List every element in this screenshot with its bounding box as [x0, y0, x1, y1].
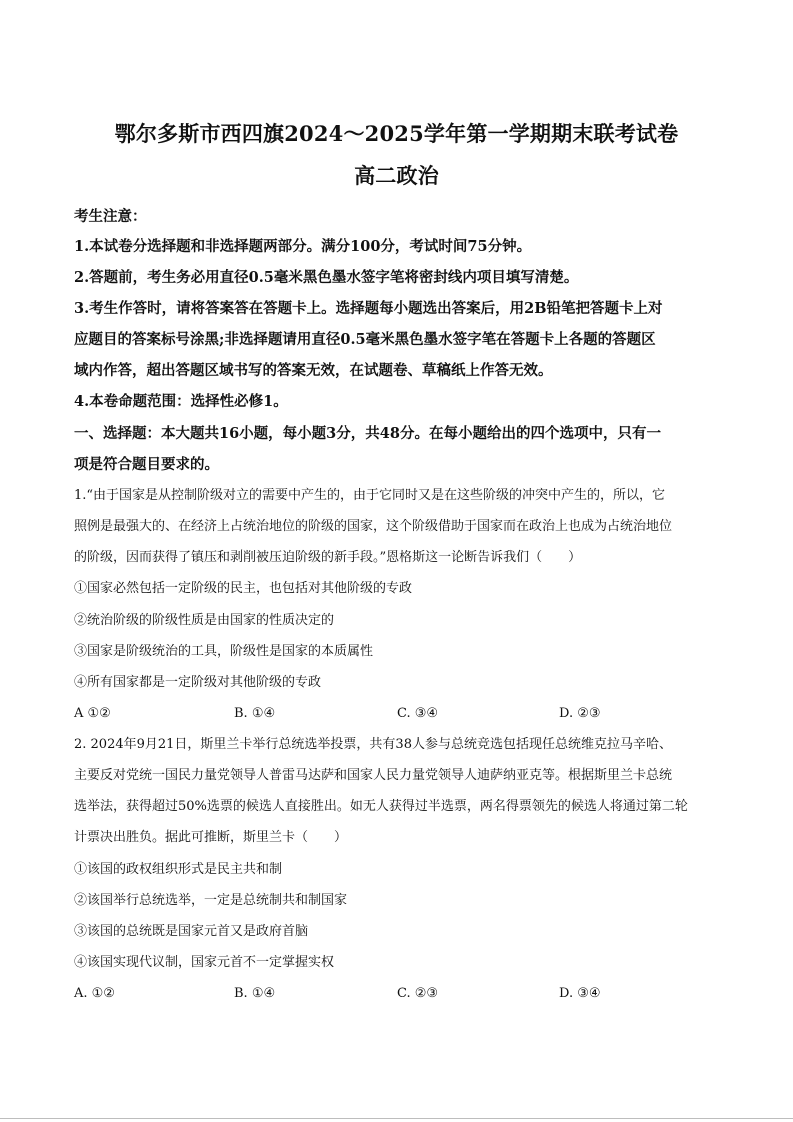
question-2-option-b: B. ①④: [234, 986, 276, 1001]
question-2-statement-2: ②该国举行总统选举，一定是总统制共和制国家: [74, 893, 348, 908]
question-2-statement-1: ①该国的政权组织形式是民主共和制: [74, 862, 283, 877]
question-2-option-a: A. ①②: [74, 986, 115, 1001]
notice-item-1: 1.本试卷分选择题和非选择题两部分。满分100分，考试时间75分钟。: [74, 238, 532, 255]
question-2-option-d: D. ③④: [559, 986, 601, 1001]
question-1-stem-line-2: 照例是最强大的、在经济上占统治地位的阶级的国家，这个阶级借助于国家而在政治上也成为占统治地位: [74, 519, 673, 534]
section-heading-line-2: 项是符合题目要求的。: [74, 456, 219, 473]
notice-item-3-line-3: 域内作答，超出答题区域书写的答案无效，在试题卷、草稿纸上作答无效。: [74, 362, 553, 379]
question-1-stem-line-1: 1.“由于国家是从控制阶级对立的需要中产生的，由于它同时又是在这些阶级的冲突中产生的，所以，它: [74, 488, 666, 503]
section-heading-line-1: 一、选择题：本大题共16小题，每小题3分，共48分。在每小题给出的四个选项中，只有一: [74, 425, 661, 442]
page-bottom-rule: [0, 1118, 793, 1119]
question-1-option-b: B. ①④: [234, 706, 276, 721]
notice-item-3-line-2: 应题目的答案标号涂黑;非选择题请用直径0.5毫米黑色墨水签字笔在答题卡上各题的答题区: [74, 331, 656, 348]
question-2-statement-3: ③该国的总统既是国家元首又是政府首脑: [74, 924, 309, 939]
question-2-stem-line-3: 选举法，获得超过50%选票的候选人直接胜出。如无人获得过半选票，两名得票领先的候选人将通过第二轮: [74, 799, 688, 814]
exam-title: 鄂尔多斯市西四旗2024～2025学年第一学期期末联考试卷: [114, 121, 679, 146]
question-1-statement-4: ④所有国家都是一定阶级对其他阶级的专政: [74, 675, 322, 690]
question-1-statement-2: ②统治阶级的阶级性质是由国家的性质决定的: [74, 613, 335, 628]
question-2-stem-line-1: 2. 2024年9月21日，斯里兰卡举行总统选举投票，共有38人参与总统竞选包括现任总统维克拉马辛哈、: [74, 737, 672, 752]
exam-subject: 高二政治: [354, 163, 439, 188]
question-1-option-a: A ①②: [74, 706, 111, 721]
question-1-option-d: D. ②③: [559, 706, 601, 721]
question-2-stem-line-2: 主要反对党统一国民力量党领导人普雷马达萨和国家人民力量党领导人迪萨纳亚克等。根据斯里兰卡总统: [74, 768, 673, 783]
question-2-statement-4: ④该国实现代议制，国家元首不一定掌握实权: [74, 955, 335, 970]
question-1-statement-1: ①国家必然包括一定阶级的民主，也包括对其他阶级的专政: [74, 581, 413, 596]
question-1-stem-line-3: 的阶级，因而获得了镇压和剥削被压迫阶级的新手段。”恩格斯这一论断告诉我们（ ）: [74, 550, 582, 565]
question-1-option-c: C. ③④: [397, 706, 439, 721]
question-1-statement-3: ③国家是阶级统治的工具，阶级性是国家的本质属性: [74, 644, 374, 659]
notice-heading: 考生注意：: [74, 208, 147, 225]
notice-item-3-line-1: 3.考生作答时，请将答案答在答题卡上。选择题每小题选出答案后，用2B铅笔把答题卡上对: [74, 300, 663, 317]
question-2-option-c: C. ②③: [397, 986, 439, 1001]
question-2-stem-line-4: 计票决出胜负。据此可推断，斯里兰卡（ ）: [74, 830, 348, 845]
notice-item-2: 2.答题前，考生务必用直径0.5毫米黑色墨水签字笔将密封线内项目填写清楚。: [74, 269, 579, 286]
notice-item-4: 4.本卷命题范围：选择性必修1。: [74, 393, 288, 410]
